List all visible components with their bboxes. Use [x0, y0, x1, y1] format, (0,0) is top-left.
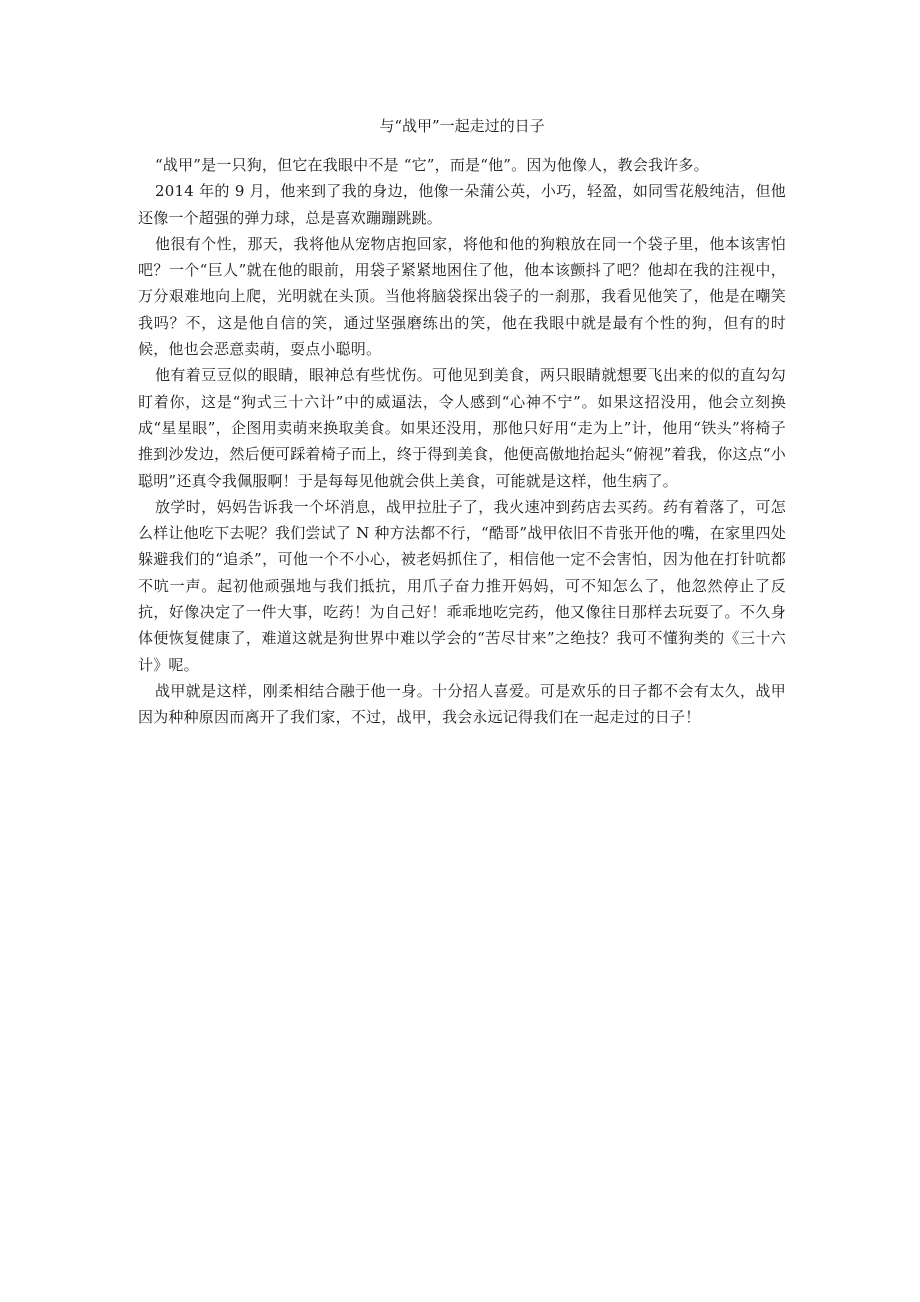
document-title: 与“战甲”一起走过的日子	[379, 117, 545, 135]
paragraph-arrival: 2014 年的 9 月，他来到了我的身边，他像一朵蒲公英，小巧，轻盈，如同雪花般纯洁，但他还像一个超强的弹力球，总是喜欢蹦蹦跳跳。	[138, 182, 786, 227]
paragraph-intro: “战甲”是一只狗，但它在我眼中不是 “它”，而是“他”。因为他像人，教会我许多。	[155, 156, 709, 174]
paragraph-medicine: 放学时，妈妈告诉我一个坏消息，战甲拉肚子了，我火速冲到药店去买药。药有着落了，可怎么样让他吃下去呢？我们尝试了 N 种方法都不行，“酷哥”战甲依旧不肯张开他的嘴，在家里四处躲避我们的“追杀”，可他一个不小心，被老妈抓住了，相信他一定不会害怕，因为他在打针吭都不吭一声。起初他顽强地与我们抵抗，用爪子奋力推开妈妈，可不知怎么了，他忽然停止了反抗，好像决定了一件大事，吃药！为自己好！乖乖地吃完药，他又像往日那样去玩耍了。不久身体便恢复健康了，难道这就是狗世界中难以学会的“苦尽甘来”之绝技？我可不懂狗类的《三十六计》呢。	[138, 497, 786, 674]
document-page	[138, 114, 786, 731]
paragraph-conclusion: 战甲就是这样，刚柔相结合融于他一身。十分招人喜爱。可是欢乐的日子都不会有太久，战甲因为种种原因而离开了我们家，不过，战甲，我会永远记得我们在一起走过的日子！	[138, 681, 786, 727]
paragraph-food: 他有着豆豆似的眼睛，眼神总有些忧伤。可他见到美食，两只眼睛就想要飞出来的似的直勾勾盯着你，这是“狗式三十六计”中的威逼法，令人感到“心神不宁”。如果这招没用，他会立刻换成“星星眼”，企图用卖萌来换取美食。如果还没用，那他只好用“走为上”计，他用“铁头”将椅子推到沙发边，然后便可踩着椅子而上，终于得到美食，他便高傲地抬起头“俯视”着我，你这点“小聪明”还真令我佩服啊！于是每每见他就会供上美食，可能就是这样，他生病了。	[138, 366, 786, 490]
paragraph-personality: 他很有个性，那天，我将他从宠物店抱回家，将他和他的狗粮放在同一个袋子里，他本该害怕吧？一个“巨人”就在他的眼前，用袋子紧紧地困住了他，他本该颤抖了吧？他却在我的注视中，万分艰难地向上爬，光明就在头顶。当他将脑袋探出袋子的一刹那，我看见他笑了，他是在嘲笑我吗？不，这是他自信的笑，通过坚强磨练出的笑，他在我眼中就是最有个性的狗，但有的时候，他也会恶意卖萌，耍点小聪明。	[138, 234, 786, 359]
